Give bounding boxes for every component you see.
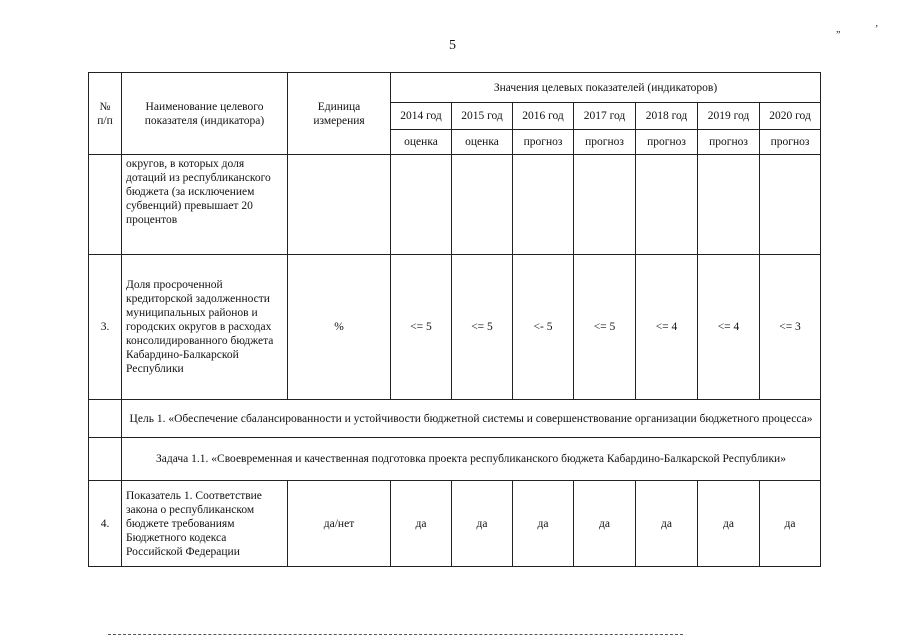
task-row — [89, 438, 821, 481]
row-number — [89, 400, 122, 438]
header-num: № п/п — [89, 73, 122, 155]
header-year: 2015 год — [452, 103, 513, 130]
row-number — [89, 155, 122, 255]
header-year: 2019 год — [698, 103, 760, 130]
header-year: 2017 год — [574, 103, 636, 130]
header-year: 2018 год — [636, 103, 698, 130]
scan-mark: ’ — [875, 24, 879, 35]
goal-row — [89, 400, 821, 438]
row-number — [89, 438, 122, 481]
table-row — [89, 481, 821, 567]
value-cell: да — [391, 481, 452, 567]
value-cell: <= 5 — [452, 255, 513, 400]
value-cell — [760, 155, 821, 255]
page-number: 5 — [449, 38, 456, 53]
header-name: Наименование целевого показателя (индикатора) — [122, 73, 288, 155]
value-cell — [574, 155, 636, 255]
indicator-name: округов, в которых доля дотаций из республиканского бюджета (за исключением субвенций) превышает 20 процентов — [122, 155, 288, 255]
table-row — [89, 255, 821, 400]
footer-rule — [108, 634, 683, 635]
header-kind: прогноз — [513, 130, 574, 155]
value-cell — [452, 155, 513, 255]
value-cell: <- 5 — [513, 255, 574, 400]
header-kind: прогноз — [574, 130, 636, 155]
header-values-group: Значения целевых показателей (индикаторов) — [391, 73, 821, 103]
header-year: 2016 год — [513, 103, 574, 130]
header-kind: оценка — [452, 130, 513, 155]
value-cell: да — [513, 481, 574, 567]
indicators-table — [88, 72, 821, 567]
unit-cell — [288, 155, 391, 255]
value-cell: <= 4 — [636, 255, 698, 400]
value-cell: да — [760, 481, 821, 567]
value-cell: да — [636, 481, 698, 567]
header-kind: прогноз — [760, 130, 821, 155]
value-cell — [391, 155, 452, 255]
row-number: 3. — [89, 255, 122, 400]
value-cell: <= 5 — [574, 255, 636, 400]
value-cell: да — [698, 481, 760, 567]
value-cell — [513, 155, 574, 255]
scan-mark: „ — [836, 24, 841, 35]
indicator-name: Показатель 1. Соответствие закона о республиканском бюджете требованиям Бюджетного кодекса Российской Федерации — [122, 481, 288, 567]
value-cell: да — [574, 481, 636, 567]
unit-cell: % — [288, 255, 391, 400]
unit-cell: да/нет — [288, 481, 391, 567]
header-year: 2020 год — [760, 103, 821, 130]
goal-text: Цель 1. «Обеспечение сбалансированности и устойчивости бюджетной системы и совершенствование организации бюджетного процесса» — [122, 400, 821, 438]
row-number: 4. — [89, 481, 122, 567]
header-unit: Единица измерения — [288, 73, 391, 155]
table-row — [89, 155, 821, 255]
value-cell — [636, 155, 698, 255]
header-kind: прогноз — [698, 130, 760, 155]
header-row — [89, 73, 821, 103]
header-kind: прогноз — [636, 130, 698, 155]
header-kind: оценка — [391, 130, 452, 155]
header-year: 2014 год — [391, 103, 452, 130]
value-cell: <= 5 — [391, 255, 452, 400]
value-cell: <= 4 — [698, 255, 760, 400]
value-cell: <= 3 — [760, 255, 821, 400]
indicator-name: Доля просроченной кредиторской задолженности муниципальных районов и городских округов в расходах консолидированного бюджета Кабардино-Балкарской Республики — [122, 255, 288, 400]
task-text: Задача 1.1. «Своевременная и качественная подготовка проекта республиканского бюджета Кабардино-Балкарской Республики» — [122, 438, 821, 481]
value-cell: да — [452, 481, 513, 567]
value-cell — [698, 155, 760, 255]
